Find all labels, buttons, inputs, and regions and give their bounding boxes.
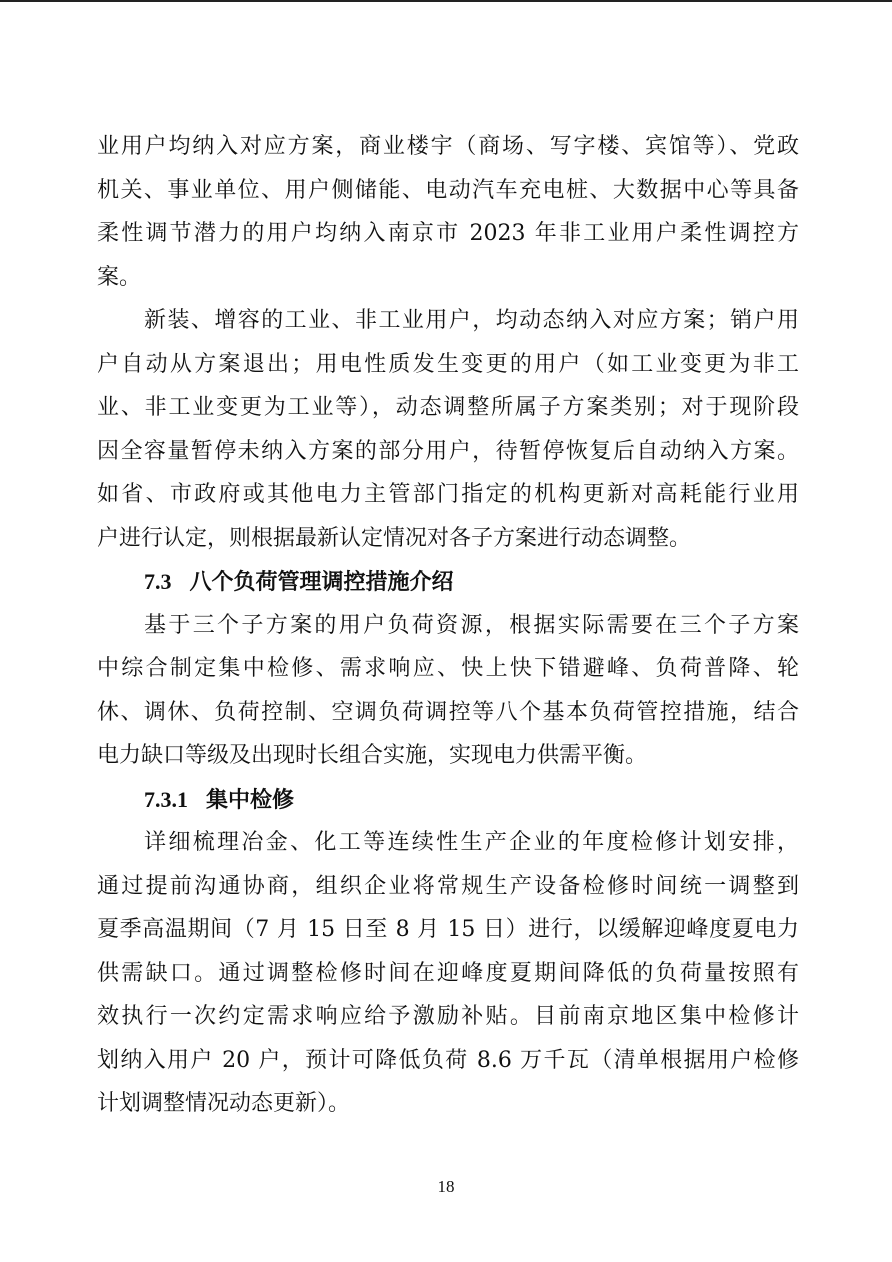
section-number: 7.3: [144, 569, 172, 594]
paragraph-line: 案。: [97, 264, 142, 290]
page-number: 18: [437, 1177, 455, 1196]
paragraph-line: 夏季高温期间（7 月 15 日至 8 月 15 日）进行，以缓解迎峰度夏电力: [97, 917, 799, 942]
paragraph-line: 因全容量暂停未纳入方案的部分用户，待暂停恢复后自动纳入方案。: [97, 438, 799, 464]
paragraph-line: 户进行认定，则根据最新认定情况对各子方案进行动态调整。: [97, 525, 692, 551]
paragraph-line: 中综合制定集中检修、需求响应、快上快下错避峰、负荷普降、轮: [97, 656, 799, 681]
paragraph-line: 详细梳理冶金、化工等连续性生产企业的年度检修计划安排，: [144, 830, 799, 855]
paragraph-line: 计划调整情况动态更新）。: [97, 1091, 351, 1116]
paragraph-line: 基于三个子方案的用户负荷资源，根据实际需要在三个子方案: [144, 612, 799, 638]
top-border: [0, 0, 892, 2]
paragraph-line: 划纳入用户 20 户，预计可降低负荷 8.6 万千瓦（清单根据用户检修: [97, 1047, 799, 1073]
paragraph-line: 业、非工业变更为工业等），动态调整所属子方案类别；对于现阶段: [97, 395, 799, 420]
paragraph-line: 机关、事业单位、用户侧储能、电动汽车充电桩、大数据中心等具备: [97, 177, 799, 203]
paragraph-line: 户自动从方案退出；用电性质发生变更的用户（如工业变更为非工: [97, 351, 799, 377]
section-heading: [97, 778, 799, 822]
paragraph-line: 新装、增容的工业、非工业用户，均动态纳入对应方案；销户用: [144, 308, 799, 333]
section-title: 八个负荷管理调控措施介绍: [189, 569, 454, 595]
paragraph-line: 如省、市政府或其他电力主管部门指定的机构更新对高耗能行业用: [97, 482, 799, 507]
paragraph-line: 柔性调节潜力的用户均纳入南京市 2023 年非工业用户柔性调控方: [97, 221, 799, 246]
section-heading: [97, 560, 799, 604]
paragraph-line: 通过提前沟通协商，组织企业将常规生产设备检修时间统一调整到: [97, 873, 799, 899]
section-number: 7.3.1: [144, 786, 188, 812]
document-body: [97, 125, 799, 1126]
paragraph-line: 供需缺口。通过调整检修时间在迎峰度夏期间降低的负荷量按照有: [97, 960, 799, 986]
paragraph-line: 业用户均纳入对应方案，商业楼宇（商场、写字楼、宾馆等）、党政: [97, 134, 799, 159]
paragraph-line: 休、调休、负荷控制、空调负荷调控等八个基本负荷管控措施，结合: [97, 699, 799, 725]
paragraph-line: 电力缺口等级及出现时长组合实施，实现电力供需平衡。: [97, 743, 648, 768]
section-title: 集中检修: [206, 786, 295, 813]
paragraph-line: 效执行一次约定需求响应给予激励补贴。目前南京地区集中检修计: [97, 1004, 799, 1029]
